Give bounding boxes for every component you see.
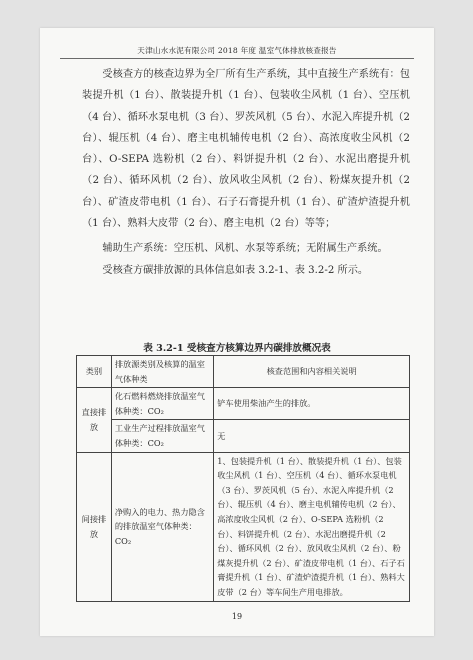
electricity-cell: 净购入的电力、热力隐含的排放温室气体种类：CO₂ xyxy=(111,452,213,601)
table-row xyxy=(77,388,410,420)
category-direct: 直接排放 xyxy=(77,388,112,452)
process-emission-cell: 工业生产过程排放温室气体种类：CO₂ xyxy=(111,420,213,452)
running-header: 天津山水水泥有限公司 2018 年度 温室气体排放核查报告 xyxy=(137,46,337,55)
header-category: 类别 xyxy=(77,356,112,388)
electricity-scope-cell: 1、包装提升机（1 台）、散装提升机（1 台）、包装收尘风机（1 台）、空压机（4 台）、循环水泵电机（3 台）、罗茨风机（5 台）、水泥入库提升机（2 台）、辊压机（4 台）、磨主电机辅传电机（2 台）、高浓度收尘风机（2 台）、O-SEPA 选粉机（2 台）、料饼提升机（2 台）、水泥出磨提升机（2 台）、循环风机（2 台）、放风收尘风机（2 台）、粉煤灰提升机（2 台）、矿渣皮带电机（1 台）、石子石膏提升机（1 台）、矿渣炉渣提升机（1 台）、熟料大皮带（2 台）等车间生产用电排放。 xyxy=(214,452,410,601)
report-body xyxy=(82,64,410,281)
emission-summary-table xyxy=(76,355,410,602)
page-number: 19 xyxy=(231,612,243,621)
table-row xyxy=(77,420,410,452)
header-divider xyxy=(60,58,414,59)
category-indirect: 间接排放 xyxy=(77,452,112,601)
fossil-fuel-cell: 化石燃料燃烧排放温室气体种类：CO₂ xyxy=(111,388,213,420)
table-caption: 表 3.2-1 受核查方核算边界内碳排放概况表 xyxy=(143,343,331,354)
source-reference-paragraph: 受核查方碳排放源的具体信息如表 3.2-1、表 3.2-2 所示。 xyxy=(102,264,369,276)
process-scope-cell: 无 xyxy=(214,420,410,452)
boundary-paragraph: 受核查方的核查边界为全厂所有生产系统，其中直接生产系统有：包装提升机（1 台）、散装提升机（1 台）、包装收尘风机（1 台）、空压机（4 台）、循环水泵电机（3 台）、罗茨风机（5 台）、水泥入库提升机（2 台）、辊压机（4 台）、磨主电机辅传电机（2 台）、高浓度收尘风机（2 台）、O-SEPA 选粉机（2 台）、料饼提升机（2 台）、水泥出磨提升机（2 台）、循环风机（2 台）、放风收尘风机（2 台）、粉煤灰提升机（2 台）、矿渣皮带电机（1 台）、石子石膏提升机（1 台）、矿渣炉渣提升机（1 台）、熟料大皮带（2 台）、磨主电机（2 台）等等； xyxy=(82,69,410,230)
header-scope: 核查范围和内容相关说明 xyxy=(214,356,410,388)
header-source-type: 排放源类别及核算的温室气体种类 xyxy=(111,356,213,388)
auxiliary-paragraph: 辅助生产系统：空压机、风机、水泵等系统；无附属生产系统。 xyxy=(102,243,388,255)
fossil-fuel-scope-cell: 铲车使用柴油产生的排放。 xyxy=(214,388,410,420)
table-row xyxy=(77,452,410,601)
table-header-row xyxy=(77,356,410,388)
document-page xyxy=(40,28,434,636)
